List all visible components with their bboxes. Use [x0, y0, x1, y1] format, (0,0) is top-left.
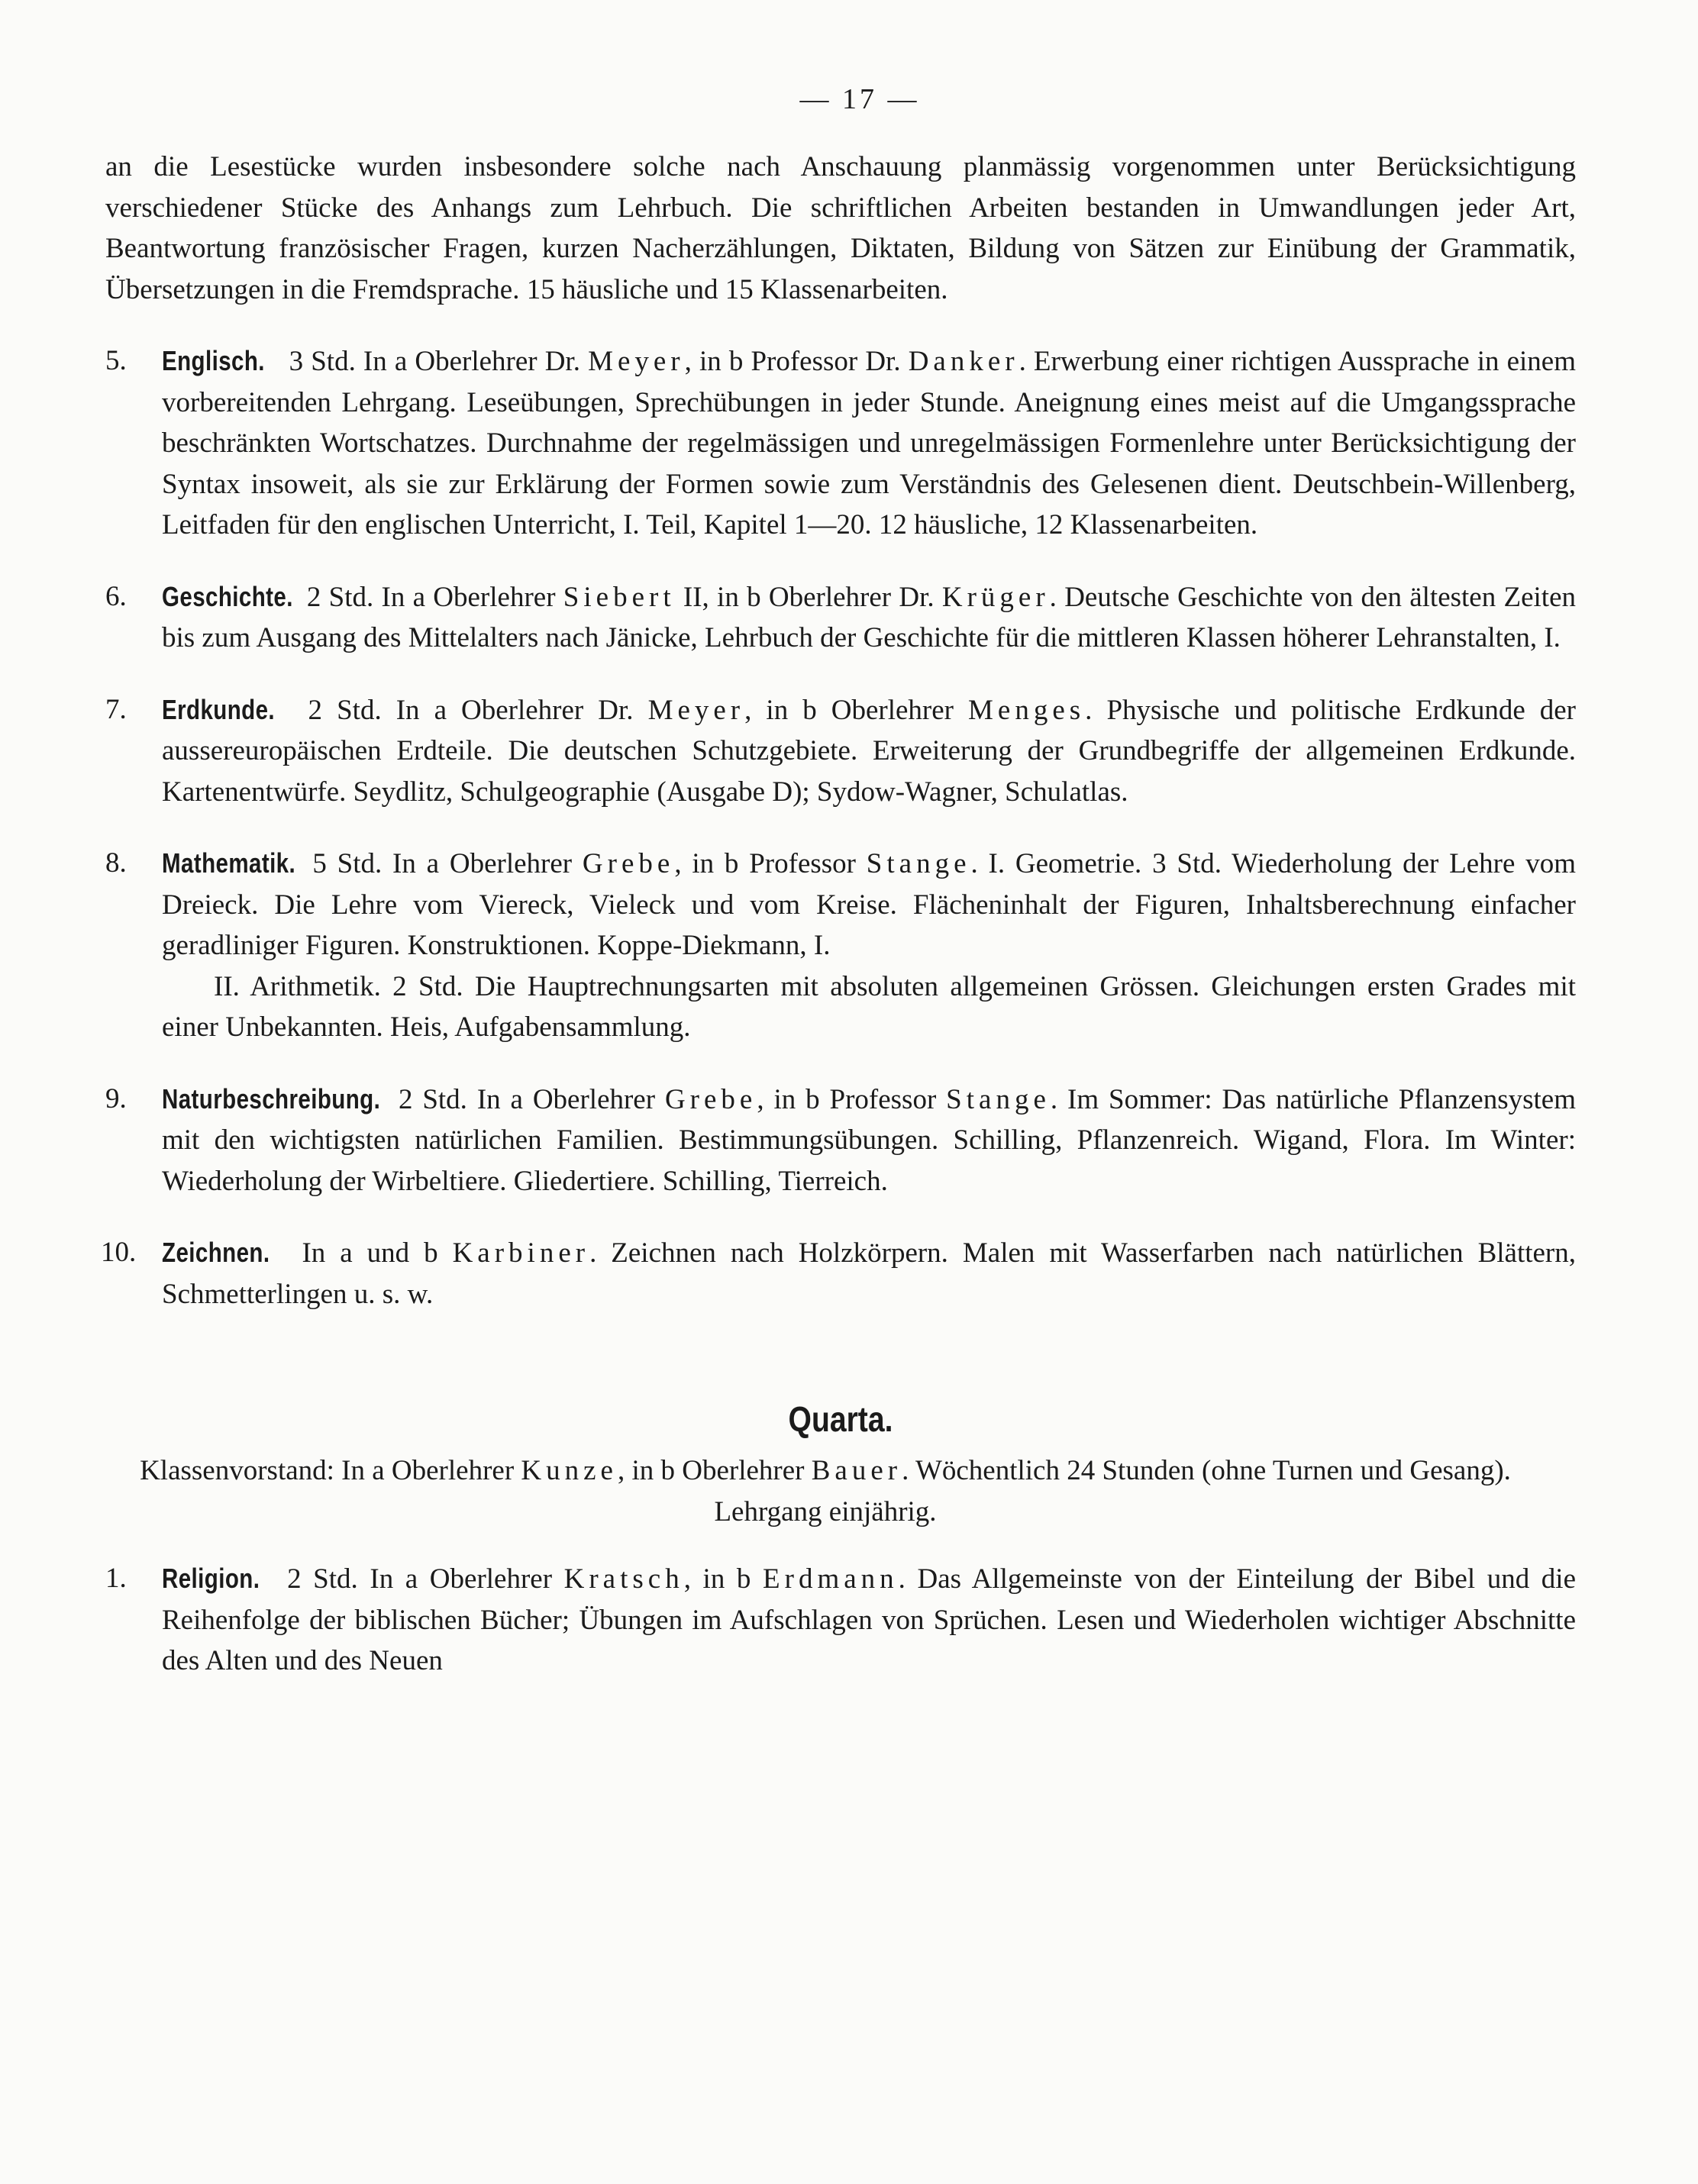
subject-entry-religion	[105, 1558, 1576, 1682]
entry-number: 1.	[105, 1563, 127, 1594]
person-name: Stange	[866, 848, 971, 879]
text-run: . Das Allgemeinste von der Einteilung der Bibel und die Reihenfolge der biblischen Bücher; Übungen im Aufschlagen von Sprüchen. Lesen und Wiederholen wichtiger Abschnitte des Alten und des Neuen	[162, 1563, 1577, 1676]
person-name: Siebert	[563, 581, 676, 613]
person-name: Bauer	[811, 1455, 902, 1486]
klassenvorstand-paragraph	[90, 1450, 1561, 1532]
subject-heading: Naturbeschreibung.	[162, 1082, 381, 1115]
text-run: . Deutsche Geschichte von den ältesten Zeiten bis zum Ausgang des Mittelalters nach Jänicke, Lehrbuch der Geschichte für die mittleren Klassen höherer Lehranstalten, I.	[162, 581, 1576, 653]
entry-body	[162, 1563, 1576, 1676]
entry-number: 9.	[105, 1082, 127, 1115]
subject-heading: Geschichte.	[162, 580, 293, 612]
text-run: , in b	[683, 1563, 763, 1595]
entry-number: 7.	[105, 693, 127, 725]
entry-text	[162, 340, 1576, 546]
entry-text	[162, 1079, 1576, 1202]
text-run: 2 Std. In a Oberlehrer Dr.	[293, 694, 648, 726]
entry-body	[162, 695, 1576, 808]
subject-entry-zeichnen	[101, 1232, 1576, 1315]
text-run: 2 Std. In a Oberlehrer	[299, 581, 563, 613]
subject-heading: Erdkunde.	[162, 693, 276, 725]
subject-entry-naturbeschreibung	[105, 1079, 1576, 1202]
subject-list	[101, 340, 1577, 1315]
text-run: 3 Std. In a Oberlehrer Dr.	[281, 346, 589, 377]
text-run: , in b Oberlehrer	[744, 694, 969, 726]
person-name: Danker	[908, 346, 1019, 377]
entry-body	[162, 1237, 1576, 1310]
entry-text	[162, 1558, 1576, 1682]
person-name: Kunze	[521, 1455, 618, 1486]
person-name: Karbiner	[452, 1237, 590, 1269]
person-name: Stange	[946, 1083, 1051, 1115]
subject-entry-englisch	[105, 340, 1576, 546]
subject-entry-mathematik	[105, 843, 1576, 1048]
entry-body	[162, 848, 1576, 961]
person-name: Kratsch	[563, 1563, 684, 1595]
text-run: , in b Professor	[674, 848, 867, 879]
subject-entry-geschichte	[105, 576, 1576, 659]
person-name: Meyer	[588, 346, 685, 377]
subject-heading: Mathematik.	[162, 847, 296, 879]
text-run: 2 Std. In a Oberlehrer	[275, 1563, 564, 1595]
klassenvorstand-text	[140, 1455, 1511, 1528]
text-run: . Wöchentlich 24 Stunden (ohne Turnen und Gesang). Lehrgang einjährig.	[714, 1455, 1511, 1528]
entry-number: 10.	[101, 1237, 137, 1268]
text-run: . I. Geometrie. 3 Std. Wiederholung der Lehre vom Dreieck. Die Lehre vom Viereck, Vieleck und vom Kreise. Flächeninhalt der Figuren, Inhaltsberechnung einfacher geradliniger Figuren. Konstruktionen. Koppe-Diekmann, I.	[162, 848, 1576, 961]
person-name: Krüger	[941, 581, 1050, 613]
text-run: 5 Std. In a Oberlehrer	[302, 848, 583, 879]
person-name: Menges	[968, 694, 1086, 726]
text-run: II, in b Oberlehrer Dr.	[675, 581, 942, 613]
person-name: Grebe	[664, 1083, 757, 1115]
entry-number: 5.	[105, 345, 127, 376]
text-run: In a und b	[287, 1237, 453, 1269]
entry-text	[162, 1232, 1576, 1315]
text-run: , in b Professor	[757, 1083, 947, 1115]
text-run: . Physische und politische Erdkunde der aussereuropäischen Erdteile. Die deutschen Schutzgebiete. Erweiterung der Grundbegriffe der allgemeinen Erdkunde. Kartenentwürfe. Seydlitz, Schulgeographie (Ausgabe D); Sydow-Wagner, Schulatlas.	[162, 694, 1577, 808]
text-run: . Im Sommer: Das natürliche Pflanzensystem mit den wichtigsten natürlichen Familien. Bestimmungsübungen. Schilling, Pflanzenreich. Wigand, Flora. Im Winter: Wiederholung der Wirbeltiere. Gliedertiere. Schilling, Tierreich.	[162, 1083, 1576, 1197]
entry-number: 6.	[105, 580, 127, 612]
text-run: Klassenvorstand: In a Oberlehrer	[140, 1455, 521, 1486]
entry-body	[162, 346, 1576, 540]
subject-heading: Zeichnen.	[162, 1237, 270, 1268]
subject-heading: Englisch.	[162, 345, 265, 376]
text-run: , in b Oberlehrer	[617, 1455, 812, 1486]
text-run: 2 Std. In a Oberlehrer	[389, 1083, 665, 1115]
entry-number: 8.	[105, 847, 127, 879]
entry-continuation: II. Arithmetik. 2 Std. Die Hauptrechnungsarten mit absoluten allgemeinen Grössen. Gleichungen ersten Grades mit einer Unbekannten. Heis, Aufgabensammlung.	[162, 970, 1576, 1043]
intro-paragraph: an die Lesestücke wurden insbesondere solche nach Anschauung planmässig vorgenommen unter Berücksichtigung verschiedener Stücke des Anhangs zum Lehrbuch. Die schriftlichen Arbeiten bestanden in Umwandlungen jeder Art, Beantwortung französischer Fragen, kurzen Nacherzählungen, Diktaten, Bildung von Sätzen zur Einübung der Grammatik, Übersetzungen in die Fremdsprache. 15 häusliche und 15 Klassenarbeiten.	[105, 151, 1576, 305]
text-run: . Erwerbung einer richtigen Aussprache in einem vorbereitenden Lehrgang. Leseübungen, Sprechübungen in jeder Stunde. Aneignung eines meist auf die Umgangssprache beschränkten Wortschatzes. Durchnahme der regelmässigen und unregelmässigen Formenlehre unter Berücksichtigung der Syntax insoweit, als sie zur Erklärung der Formen sowie zum Verständnis des Gelesenen dient. Deutschbein-Willenberg, Leitfaden für den englischen Unterricht, I. Teil, Kapitel 1—20. 12 häusliche, 12 Klassenarbeiten.	[162, 346, 1577, 540]
person-name: Meyer	[647, 694, 745, 726]
page-number: — 17 —	[799, 83, 920, 115]
subject-heading: Religion.	[162, 1563, 260, 1594]
text-run: , in b Professor Dr.	[684, 346, 909, 377]
person-name: Grebe	[582, 848, 675, 879]
person-name: Erdmann	[763, 1563, 899, 1595]
subject-entry-erdkunde	[105, 689, 1576, 813]
entry-text	[162, 689, 1576, 813]
entry-body	[162, 582, 1576, 654]
section-heading-quarta: Quarta.	[788, 1399, 893, 1439]
entry-text	[162, 576, 1576, 659]
entry-text	[162, 843, 1576, 966]
text-run: . Zeichnen nach Holzkörpern. Malen mit Wasserfarben nach natürlichen Blättern, Schmetterlingen u. s. w.	[162, 1237, 1576, 1310]
